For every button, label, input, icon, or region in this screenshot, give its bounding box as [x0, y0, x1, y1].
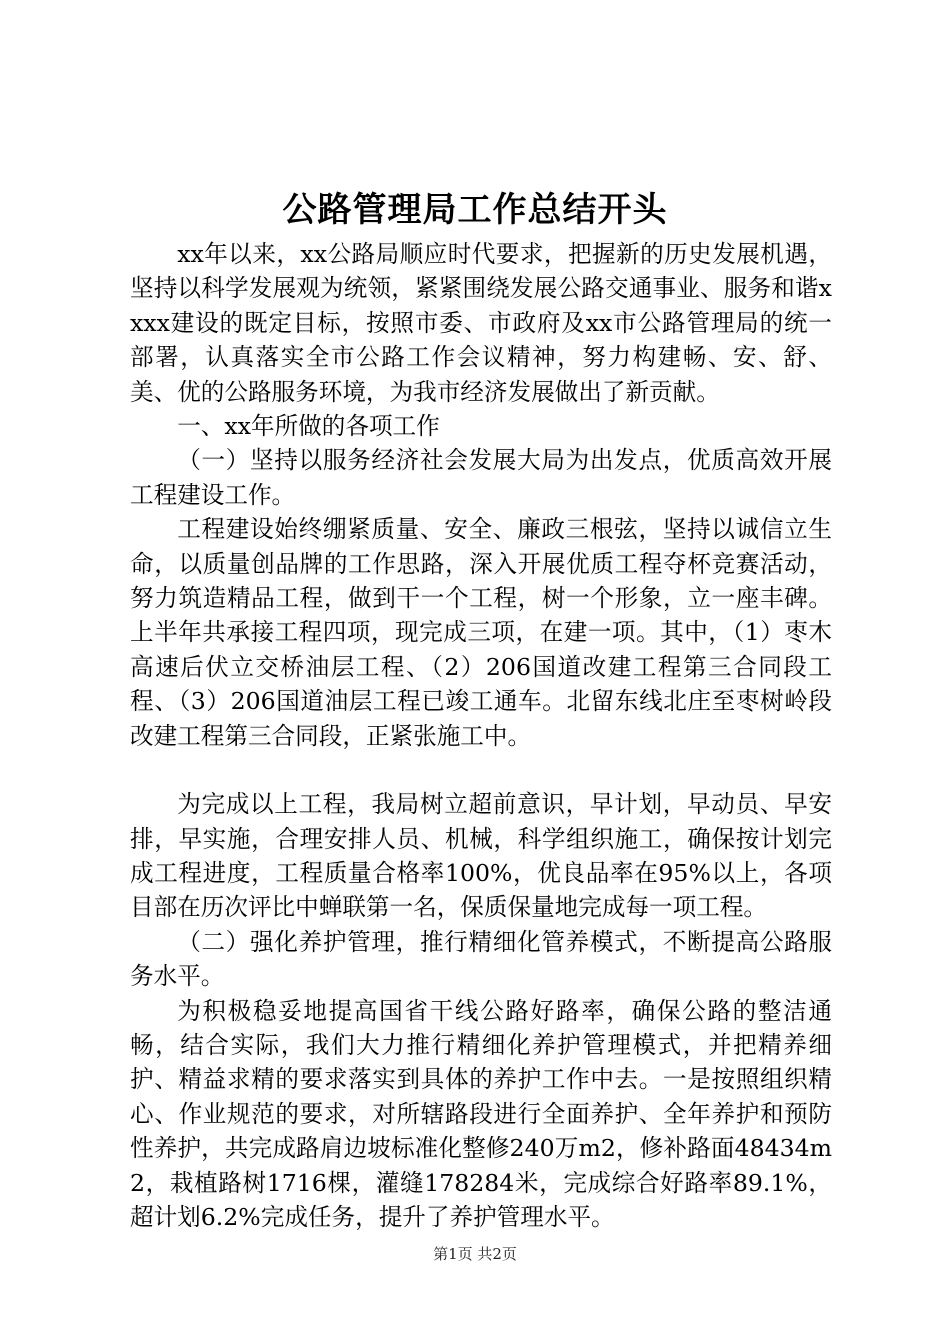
subsection-heading-1: （一）坚持以服务经济社会发展大局为出发点，优质高效开展工程建设工作。: [130, 446, 832, 509]
paragraph-engineering: 工程建设始终绷紧质量、安全、廉政三根弦，坚持以诚信立生命，以质量创品牌的工作思路，深入开展优质工程夺杯竞赛活动，努力筑造精品工程，做到干一个工程，树一个形象，立一座丰碑。上半年共承接工程四项，现完成三项，在建一项。其中，（1）枣木高速后伏立交桥油层工程、（2）206国道改建工程第三合同段工程、（3）206国道油层工程已竣工通车。北留东线北庄至枣树岭段改建工程第三合同段，正紧张施工中。: [130, 515, 832, 750]
document-title: 公路管理局工作总结开头: [282, 190, 668, 230]
paragraph-maintenance: 为积极稳妥地提高国省干线公路好路率，确保公路的整洁通畅，结合实际，我们大力推行精细化养护管理模式，并把精养细护、精益求精的要求落实到具体的养护工作中去。一是按照组织精心、作业规范的要求，对所辖路段进行全面养护、全年养护和预防性养护，共完成路肩边坡标准化整修240万m2，修补路面48434m2，栽植路树1716棵，灌缝178284米，完成综合好路率89.1%，超计划6.2%完成任务，提升了养护管理水平。: [130, 996, 832, 1231]
page-footer: 第1页 共2页: [433, 1245, 517, 1263]
paragraph-intro: xx年以来，xx公路局顺应时代要求，把握新的历史发展机遇，坚持以科学发展观为统领，紧紧围绕发展公路交通事业、服务和谐xxxx建设的既定目标，按照市委、市政府及xx市公路管理局的统一部署，认真落实全市公路工作会议精神，努力构建畅、安、舒、美、优的公路服务环境，为我市经济发展做出了新贡献。: [130, 240, 832, 406]
document-body: [130, 237, 832, 1234]
section-heading-1: 一、xx年所做的各项工作: [177, 412, 440, 441]
paragraph-completion: 为完成以上工程，我局树立超前意识，早计划，早动员、早安排，早实施，合理安排人员、机械，科学组织施工，确保按计划完成工程进度，工程质量合格率100%，优良品率在95%以上，各项目部在历次评比中蝉联第一名，保质保量地完成每一项工程。: [130, 790, 832, 922]
subsection-heading-2: （二）强化养护管理，推行精细化管养模式，不断提高公路服务水平。: [130, 927, 832, 991]
